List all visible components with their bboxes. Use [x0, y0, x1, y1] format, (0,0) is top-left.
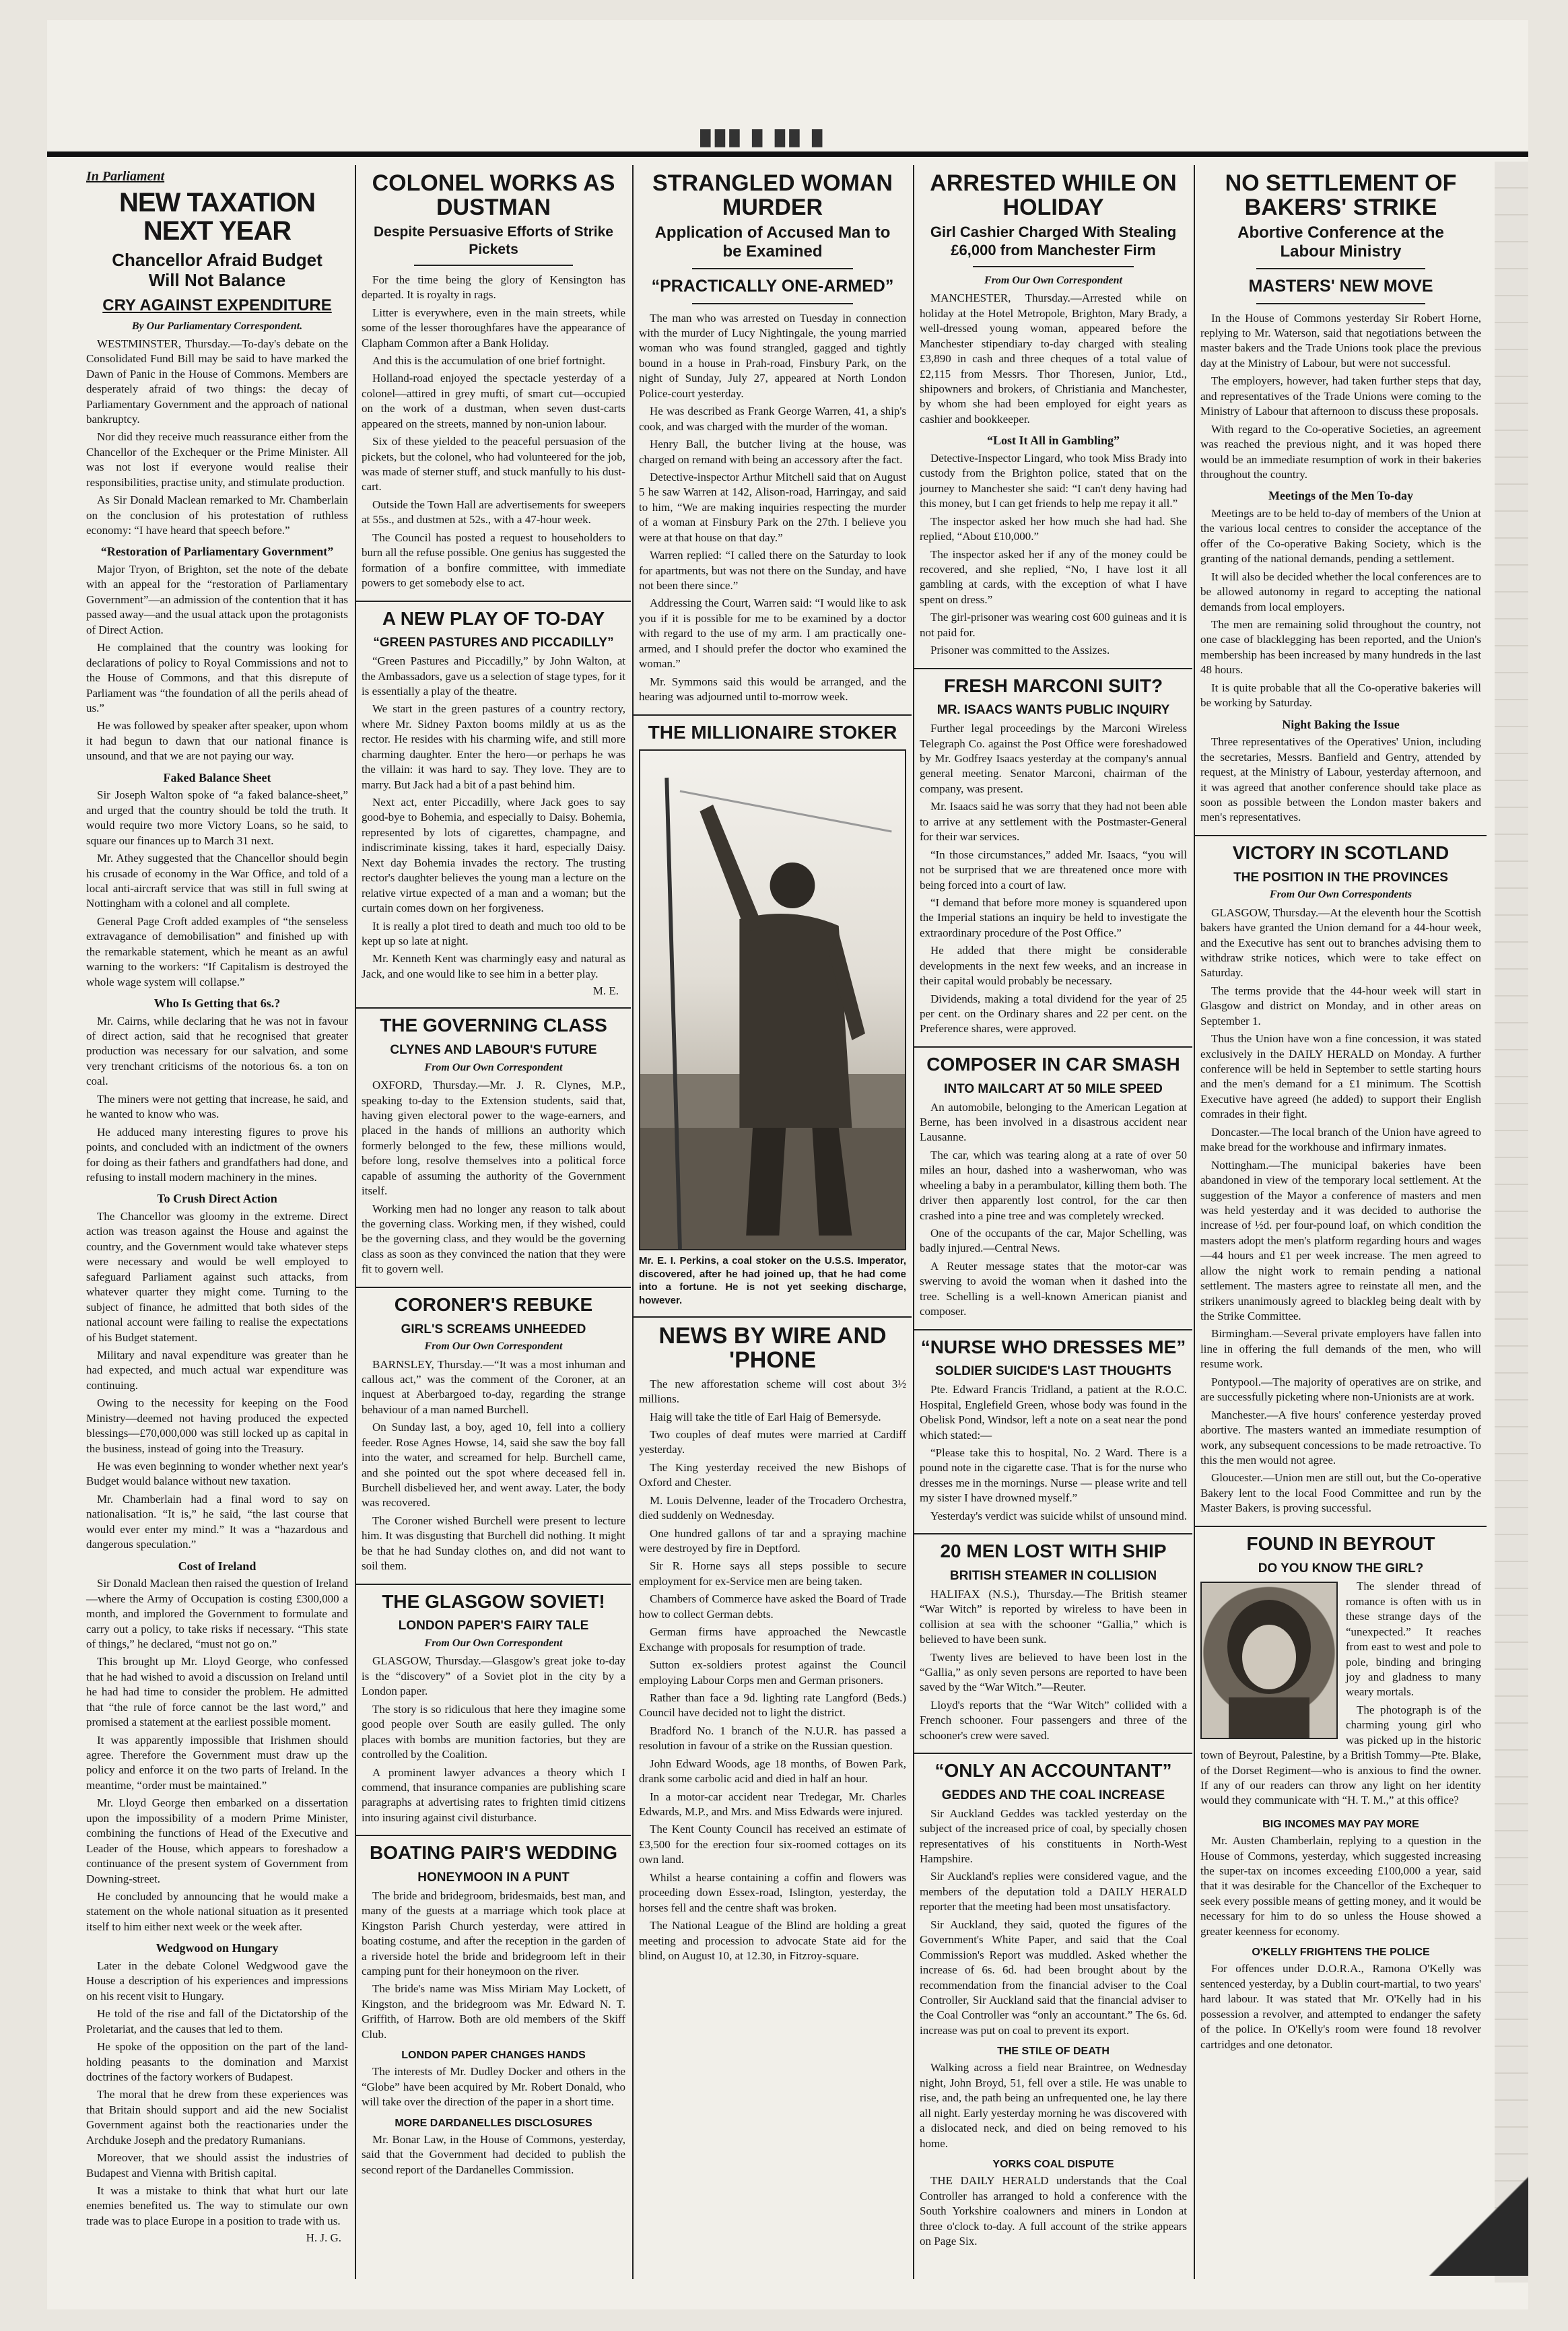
- correspondent-line: From Our Own Correspondents: [1269, 889, 1412, 901]
- subhead-expenditure: CRY AGAINST EXPENDITURE: [102, 296, 332, 314]
- news-item: In a motor-car accident near Tredegar, Mr. Charles Edwards, M.P., and Mrs. and Miss Edwards were injured.: [639, 1790, 906, 1819]
- article-paragraph: Sir Auckland Geddes was tackled yesterday on the subject of the increased price of coal, by specially chosen representatives of his constituents in North-West Hampshire.: [920, 1806, 1187, 1866]
- headline-colonel-dustman: COLONEL WORKS AS DUSTMAN: [372, 170, 615, 220]
- crosshead: To Crush Direct Action: [157, 1192, 277, 1206]
- divider: [914, 1533, 1192, 1534]
- crosshead: Who Is Getting that 6s.?: [154, 996, 281, 1011]
- crosshead: Night Baking the Issue: [1282, 717, 1400, 731]
- article-paragraph: Henry Ball, the butcher living at the house, was charged on remand with being an accessory after the fact.: [639, 438, 906, 466]
- article-paragraph: Pte. Edward Francis Tridland, a patient at the R.O.C. Hospital, Englefield Green, whose body was found in the Obelisk Pond, Windsor, left a note on a seat near the pond which stated:—: [920, 1383, 1187, 1442]
- article-paragraph: The bride's name was Miss Miriam May Lockett, of Kingston, and the bridegroom was Mr. Edward N. T. Griffith, of Harrow. Both are old members of the Skiff Club.: [362, 1982, 625, 2041]
- deck-girl-cashier: Girl Cashier Charged With Stealing £6,000 from Manchester Firm: [930, 224, 1177, 259]
- article-paragraph: Six of these yielded to the peaceful persuasion of the pickets, but the colonel, who had volunteered for the job, was made of sterner stuff, and stuck manfully to his dust-cart.: [362, 435, 625, 494]
- headline-new-play: A NEW PLAY OF TO-DAY: [382, 607, 605, 629]
- article-paragraph: Detective-Inspector Lingard, who took Miss Brady into custody from the Brighton police, stated that on the journey to Manchester she said: “I can't deny having had this money, but I can get friends to help me repay it all.”: [920, 451, 1187, 510]
- article-paragraph: He added that there might be considerable developments in the next few weeks, and an increase in their capital would probably be necessary.: [920, 944, 1187, 988]
- article-paragraph: General Page Croft added examples of “the senseless extravagance of demobilisation” and finished up with the remarkable statement, which he meant as an awful warning to the workers: “If Capitalism is destroyed the whole wage system will collapse.”: [86, 914, 348, 988]
- article-paragraph: Doncaster.—The local branch of the Union have agreed to make bread for the workhouse and infirmary inmates.: [1200, 1125, 1481, 1154]
- article-paragraph: The employers, however, had taken further steps that day, and representatives of the Trade Unions were coming to the Ministry of Labour that afternoon to discuss these proposals.: [1200, 374, 1481, 418]
- divider: [914, 1753, 1192, 1754]
- article-paragraph: OXFORD, Thursday.—Mr. J. R. Clynes, M.P., speaking to-day to the Extension students, said that, having given electoral power to the wage-earners, and placed in the hands of millions an authority which formerly belonged to the few, these millions would, before long, resolve themselves into a political force capable of assuming the authority of the Government itself.: [362, 1079, 625, 1198]
- stoker-figure-icon: [640, 751, 905, 1249]
- news-item: Bradford No. 1 branch of the N.U.R. has passed a resolution in favour of a strike on the Russian question.: [639, 1724, 906, 1753]
- subhead-know-girl: DO YOU KNOW THE GIRL?: [1258, 1561, 1424, 1576]
- article-paragraph: And this is the accumulation of one brief fortnight.: [372, 353, 606, 367]
- article-paragraph: Sir Joseph Walton spoke of “a faked balance-sheet,” and urged that the country should be told the truth. It would require two more Victory Loans, so he said, to square our finances up to March 31 next.: [86, 788, 348, 847]
- article-paragraph: Mr. Cairns, while declaring that he was not in favour of direct action, said that he recognised that greater production was necessary for our salvation, and some very trenchant criticisms of the notorious 6s. a ton on coal.: [86, 1014, 348, 1088]
- subhead-dardanelles: MORE DARDANELLES DISCLOSURES: [395, 2117, 592, 2129]
- crosshead: “Restoration of Parliamentary Government”: [100, 545, 334, 559]
- byline: By Our Parliamentary Correspondent.: [131, 320, 303, 332]
- article-paragraph: Next act, enter Piccadilly, where Jack goes to say good-bye to Bohemia, and especially to Daisy. Bohemia, represented by lots of cigarettes, champagne, and indiscriminate kissing, takes it hard, especially Daisy. Next day Bohemia invades the rectory. The trusting rector's daughter believes the young man a lecture on the relative virtue expected of a man and a woman; but the curtain comes down on her forgiveness.: [362, 796, 625, 915]
- article-paragraph: We start in the green pastures of a country rectory, where Mr. Sidney Paxton booms mildly at us as the rector. He resides with his charming wife, and still more charming daughter. Enter the hero—or perhaps he was the villain: it was hard to say. They love. They are to marry. But Jack had a bit of a past behind him.: [362, 702, 625, 791]
- divider: [914, 1046, 1192, 1048]
- news-item: Chambers of Commerce have asked the Board of Trade how to collect German debts.: [639, 1592, 906, 1621]
- headline-victory-scotland: VICTORY IN SCOTLAND: [1232, 842, 1450, 863]
- article-paragraph: He spoke of the opposition on the part of the land-holding peasants to the domination and Marxist doctrines of the factory workers of Budapest.: [86, 2040, 348, 2083]
- article-paragraph: The car, which was tearing along at a rate of over 50 miles an hour, dashed into a washerwoman, who was wheeling a baby in a perambulator, killing them both. The driver then apparently lost control, for the car then crashed into a pine tree and was completely wrecked.: [920, 1148, 1187, 1222]
- subhead-yorks: YORKS COAL DISPUTE: [992, 2159, 1114, 2171]
- photo-caption: Mr. E. I. Perkins, a coal stoker on the U.S.S. Imperator, discovered, after he had joined up, that he had come into a fortune. He is not yet seeking discharge, however.: [639, 1255, 906, 1306]
- article-paragraph: He concluded by announcing that he would make a statement on the whole national situation as it presented itself to him either next week or the week after.: [86, 1889, 348, 1933]
- article-paragraph: For the time being the glory of Kensington has departed. It is royalty in rags.: [362, 273, 625, 302]
- girl-portrait: [1200, 1582, 1338, 1739]
- divider: [973, 266, 1133, 267]
- portrait-figure-icon: [1202, 1583, 1336, 1738]
- news-item: One hundred gallons of tar and a spraying machine were destroyed by fire in Deptford.: [639, 1526, 906, 1555]
- article-paragraph: The inspector asked her if any of the money could be recovered, and she replied, “No, I have lost it all gambling at cards, with the exception of what I have spent on dress.”: [920, 547, 1187, 606]
- article-paragraph: The miners were not getting that increase, he said, and he wanted to know who was.: [86, 1092, 348, 1121]
- divider: [356, 1584, 631, 1585]
- headline-new-taxation: NEW TAXATION NEXT YEAR: [119, 188, 315, 246]
- deck-chancellor: Chancellor Afraid Budget Will Not Balance: [112, 250, 322, 290]
- deck-abortive-conference: Abortive Conference at the Labour Ministry: [1237, 224, 1444, 261]
- article-paragraph: He was followed by speaker after speaker, upon whom it had begun to dawn that our national finance is unsound, and that we are not paying our way.: [86, 719, 348, 763]
- article-paragraph: In the House of Commons yesterday Sir Robert Horne, replying to Mr. Waterson, said that negotiations between the master bakers and the Trade Unions took place the previous day at the Ministry of Labour, but were not successful.: [1200, 311, 1481, 370]
- article-paragraph: One of the occupants of the car, Major Schelling, was badly injured.—Central News.: [920, 1227, 1187, 1255]
- deck-pickets: Despite Persuasive Efforts of Strike Pickets: [374, 224, 613, 257]
- subhead-isaacs: MR. ISAACS WANTS PUBLIC INQUIRY: [936, 703, 1170, 718]
- article-paragraph: The bride and bridegroom, bridesmaids, best man, and many of the guests at a marriage which took place at Kingston Parish Church yesterday, were attired in boating costume, and after the reception in the garden of a riverside hotel the bride and bridegroom left in their camping punt for their honeymoon on the river.: [362, 1889, 625, 1978]
- correspondent-line: From Our Own Correspondent: [424, 1637, 563, 1650]
- news-item: Sir R. Horne says all steps possible to secure employment for ex-Service men are being taken.: [639, 1559, 906, 1588]
- headline-glasgow-soviet: THE GLASGOW SOVIET!: [382, 1590, 605, 1612]
- news-item: The new afforestation scheme will cost about 3½ millions.: [639, 1377, 906, 1406]
- article-paragraph: THE DAILY HERALD understands that the Coal Controller has arranged to hold a conference with the South Yorkshire coalowners and miners in London at three o'clock to-day. A full account of the strike appears on Page Six.: [920, 2174, 1187, 2248]
- stoker-photograph: [639, 749, 906, 1250]
- article-paragraph: Outside the Town Hall are advertisements for sweepers at 55s., and dustmen at 52s., with a 47-hour week.: [362, 498, 625, 527]
- article-paragraph: GLASGOW, Thursday.—At the eleventh hour the Scottish bakers have granted the Union demand for a 44-hour week, and the Executive has sent out to branches advising them to withdraw strike notices, which were to take effect on Saturday.: [1200, 906, 1481, 980]
- article-paragraph: Mr. Chamberlain had a final word to say on nationalisation. “It is,” he said, “the last course that would ever enter my mind.” It was a “hazardous and dangerous speculation.”: [86, 1492, 348, 1551]
- headline-news-by-wire: NEWS BY WIRE AND 'PHONE: [658, 1323, 887, 1373]
- article-paragraph: The Council has posted a request to householders to burn all the refuse possible. One genius has suggested the formation of a bonfire committee, with immediate powers to get somebody else to act.: [362, 531, 625, 590]
- divider: [1256, 303, 1425, 304]
- divider: [914, 1329, 1192, 1330]
- article-paragraph: Walking across a field near Braintree, on Wednesday night, John Broyd, 51, fell over a stile. He was unable to rise, and, the path being an unfrequented one, he lay there all night. Early yesterday morning he was discovered with a dislocated neck, and died on being removed to his home.: [920, 2061, 1187, 2150]
- article-paragraph: The slender thread of romance is often with us in these strange days of the “unexpected.” It reaches from east to west and pole to pole, binding and bringing joy and gladness to many weary mortals.: [1346, 1580, 1481, 1699]
- divider: [356, 601, 631, 602]
- article-paragraph: The terms provide that the 44-hour week will start in Glasgow and district on Monday, and in other areas on September 1.: [1200, 984, 1481, 1027]
- article-paragraph: WESTMINSTER, Thursday.—To-day's debate on the Consolidated Fund Bill may be said to have marked the Dawn of Panic in the House of Commons. Members are desperately afraid of two things: the decay of Parliamentary Government and the approach of national bankruptcy.: [86, 337, 348, 426]
- subhead-geddes: GEDDES AND THE COAL INCREASE: [941, 1788, 1165, 1802]
- masthead-fragment: ███ █ ██ █: [700, 129, 827, 146]
- article-paragraph: The men are remaining solid throughout the country, not one case of blacklegging has been reported, and the Union's membership has been increased by many hundreds in the last 48 hours.: [1200, 618, 1481, 677]
- correspondent-line: From Our Own Correspondent: [424, 1341, 563, 1353]
- article-paragraph: He complained that the country was looking for declarations of policy to Royal Commissions and not to the House of Commons, and that this disrepute of Parliament was “the foundation of all the perils ahead of us.”: [86, 641, 348, 714]
- article-paragraph: Mr. Isaacs said he was sorry that they had not been able to arrive at any settlement with the Postmaster-General for their war services.: [920, 800, 1187, 844]
- article-paragraph: An automobile, belonging to the American Legation at Berne, has been involved in a disastrous accident near Lausanne.: [920, 1100, 1187, 1144]
- article-paragraph: Sir Auckland's replies were considered vague, and the members of the deputation told a DAILY HERALD reporter that the meeting had been most unsatisfactory.: [920, 1870, 1187, 1914]
- article-paragraph: GLASGOW, Thursday.—Glasgow's great joke to-day is the “discovery” of a Soviet plot in the city by a London paper.: [362, 1654, 625, 1698]
- article-paragraph: Yesterday's verdict was suicide whilst of unsound mind.: [930, 1509, 1187, 1522]
- headline-strangled-woman: STRANGLED WOMAN MURDER: [652, 170, 893, 220]
- headline-millionaire-stoker: THE MILLIONAIRE STOKER: [648, 721, 897, 743]
- article-paragraph: The interests of Mr. Dudley Docker and others in the “Globe” have been acquired by Mr. Robert Donald, who will take over the direction of the paper in a short time.: [362, 2065, 625, 2109]
- article-paragraph: This brought up Mr. Lloyd George, who confessed that he had wished to avoid a discussion on Ireland until he had had time to consider the problem. He admitted that “the rule of force cannot be the last word,” and promised a statement at the earliest possible moment.: [86, 1655, 348, 1729]
- subhead-one-armed: “PRACTICALLY ONE-ARMED”: [651, 276, 894, 296]
- article-paragraph: It is really a plot tired to death and much too old to be kept up so late at night.: [362, 919, 625, 947]
- article-paragraph: BARNSLEY, Thursday.—“It was a most inhuman and callous act,” was the comment of the Coroner, at an inquest at Aberbargoed to-day, regarding the strange behaviour of a man named Burchell.: [362, 1357, 625, 1416]
- headline-marconi: FRESH MARCONI SUIT?: [943, 675, 1163, 696]
- article-paragraph: The man who was arrested on Tuesday in connection with the murder of Lucy Nightingale, the young married woman who was found strangled, gagged and tightly bound in a house in Prah-road, Finsbury Park, on the night of Sunday, July 27, appeared at North London Police-court yesterday.: [639, 311, 906, 400]
- article-paragraph: As Sir Donald Maclean remarked to Mr. Chamberlain on the conclusion of his protestation of ruthless economy: “I have heard that speech before.”: [86, 494, 348, 537]
- crosshead: Faked Balance Sheet: [163, 770, 271, 784]
- news-item: Whilst a hearse containing a coffin and flowers was proceeding down Essex-road, Islington, yesterday, the horses fell and the centre shaft was broken.: [639, 1870, 906, 1914]
- divider: [634, 714, 912, 716]
- article-paragraph: A prominent lawyer advances a theory which I commend, that insurance companies are publishing scare paragraphs at advertising rates to frighten timid citizens into insuring against civil disturbance.: [362, 1765, 625, 1824]
- signature: H. J. G.: [306, 2231, 341, 2245]
- article-paragraph: Mr. Athey suggested that the Chancellor should begin his crusade of economy in the War Office, and told of a local anti-aircraft service that was still in full swing at Nottingham with a colonel and all complete.: [86, 852, 348, 910]
- divider: [914, 668, 1192, 669]
- article-paragraph: “In those circumstances,” added Mr. Isaacs, “you will not be surprised that we are threatened once more with being forced into a court of law.: [920, 848, 1187, 891]
- article-paragraph: Major Tryon, of Brighton, set the note of the debate with an appeal for the “restoration of Parliamentary Government”—an admission of the contention that it has passed away—and the usual attack upon the protagonists of Direct Action.: [86, 563, 348, 636]
- article-paragraph: Mr. Symmons said this would be arranged, and the hearing was adjourned until to-morrow week.: [639, 675, 906, 704]
- column-2: [355, 165, 631, 2279]
- news-item: The Kent County Council has received an estimate of £3,500 for the erection four six-roomed cottages on its own land.: [639, 1823, 906, 1866]
- news-item: M. Louis Delvenne, leader of the Trocadero Orchestra, died suddenly on Wednesday.: [639, 1493, 906, 1522]
- article-paragraph: The Chancellor was gloomy in the extreme. Direct action was treason against the House and against the country, and the Government would take whatever steps were necessary and would be well employed to safeguard Parliament against such attacks, from whatever quarter they might come. Turning to the subject of finance, he admitted that both sides of the national account were failing to realise the expectations of his Budget statement.: [86, 1210, 348, 1344]
- article-paragraph: Later in the debate Colonel Wedgwood gave the House a description of his experiences and impressions on his recent visit to Hungary.: [86, 1959, 348, 2002]
- column-4: [913, 165, 1192, 2279]
- article-paragraph: Sir Donald Maclean then raised the question of Ireland—where the Army of Occupation is costing £300,000 a month, and implored the Government to formulate and carry out a policy, to take risks if necessary. “This state of things,” he declared, “must not go on.”: [86, 1577, 348, 1650]
- section-kicker: In Parliament: [86, 169, 165, 184]
- article-paragraph: He was described as Frank George Warren, 41, a ship's cook, and was charged with the murder of the woman.: [639, 405, 906, 433]
- article-paragraph: MANCHESTER, Thursday.—Arrested while on holiday at the Hotel Metropole, Brighton, Mary Brady, a well-dressed young woman, appeared before the Manchester stipendiary to-day charged with stealing £3,890 in cash and three cheques of a total value of £2,115 from Messrs. Thor Thoresen, Junior, Ltd., shipowners and brokers, of Christiania and Manchester, by whom she had been employed for eight years as cashier and bookkeeper.: [920, 292, 1187, 426]
- article-paragraph: Further legal proceedings by the Marconi Wireless Telegraph Co. against the Post Office were foreshadowed by Mr. Godfrey Isaacs yesterday at the company's annual general meeting. Senator Marconi, chairman of the company, was present.: [920, 722, 1187, 795]
- headline-accountant: “ONLY AN ACCOUNTANT”: [934, 1760, 1172, 1782]
- article-paragraph: Twenty lives are believed to have been lost in the “Gallia,” as only seven persons are reported to have been saved by the “War Witch.”—Reuter.: [920, 1650, 1187, 1694]
- subhead-paper-changes-hands: LONDON PAPER CHANGES HANDS: [401, 2050, 586, 2062]
- headline-boating-wedding: BOATING PAIR'S WEDDING: [369, 1842, 618, 1864]
- article-paragraph: Litter is everywhere, even in the main streets, while some of the lesser thoroughfares have the appearance of Clapham Common after a Bank Holiday.: [362, 306, 625, 349]
- divider: [356, 1835, 631, 1836]
- article-paragraph: The inspector asked her how much she had had. She replied, “About £10,000.”: [920, 514, 1187, 543]
- divider: [1195, 1526, 1487, 1527]
- subhead-masters-move: MASTERS' NEW MOVE: [1248, 276, 1433, 296]
- article-paragraph: It will also be decided whether the local conferences are to be allowed autonomy in regard to accepting the national demands from local employers.: [1200, 570, 1481, 613]
- crosshead: Wedgwood on Hungary: [156, 1941, 279, 1955]
- subhead-stile: THE STILE OF DEATH: [997, 2046, 1110, 2058]
- divider: [692, 268, 852, 269]
- article-paragraph: Birmingham.—Several private employers have fallen into line in offering the full demands of the men, who will resume work.: [1200, 1327, 1481, 1371]
- article-paragraph: It is quite probable that all the Co-operative bakeries will be working by Saturday.: [1200, 681, 1481, 710]
- article-paragraph: Three representatives of the Operatives' Union, including the secretaries, Messrs. Banfield and Gentry, attended by request, at the Ministry of Labour, yesterday afternoon, and it was agreed that another conference should take place as soon as possible between the London master bakers and men's representatives.: [1200, 735, 1481, 824]
- article-paragraph: Working men had no longer any reason to talk about the governing class. Working men, if they wished, could be the governing class, and they would be the governing class as soon as they convinced the nation that they were fit to govern well.: [362, 1202, 625, 1276]
- divider: [1256, 268, 1425, 269]
- headline-found-beyrout: FOUND IN BEYROUT: [1246, 1532, 1435, 1554]
- headline-composer-smash: COMPOSER IN CAR SMASH: [926, 1053, 1180, 1075]
- article-paragraph: Addressing the Court, Warren said: “I would like to ask you if it is possible for me to be examined by a doctor with regard to the use of my arm. I am practically one-armed, and I should prefer the doctor who examined the woman.”: [639, 597, 906, 671]
- news-item: The King yesterday received the new Bishops of Oxford and Chester.: [639, 1460, 906, 1489]
- news-item: Two couples of deaf mutes were married at Cardiff yesterday.: [639, 1427, 906, 1456]
- article-paragraph: Warren replied: “I called there on the Saturday to look for apartments, but was not there on the Sunday, and have not been there since.”: [639, 549, 906, 592]
- article-paragraph: Sir Auckland, they said, quoted the figures of the Government's White Paper, and said that the Coal Commission's Report was muddled. Asked whether the increase of 6s. 6d. had been brought about by the recommendation from the financial adviser to the Coal Controller, Sir Auckland said that the financial adviser to the Coal Controller was “only an accountant.” The 6s. 6d. increase was put on coal to prevent its export.: [920, 1918, 1187, 2037]
- headline-men-lost-ship: 20 MEN LOST WITH SHIP: [940, 1541, 1167, 1562]
- article-paragraph: Dividends, making a total dividend for the year of 25 per cent. on the Ordinary shares and 22 per cent. on the Preference shares, were approved.: [920, 992, 1187, 1036]
- divider: [356, 1007, 631, 1009]
- news-item: The National League of the Blind are holding a great meeting and procession to advocate State aid for the blind, on August 10, at 12.30, in Fitzroy-square.: [639, 1919, 906, 1962]
- subhead-okelly: O'KELLY FRIGHTENS THE POLICE: [1252, 1947, 1430, 1959]
- crosshead: Meetings of the Men To-day: [1268, 489, 1413, 503]
- subhead-provinces: THE POSITION IN THE PROVINCES: [1233, 870, 1448, 885]
- article-paragraph: Mr. Austen Chamberlain, replying to a question in the House of Commons, yesterday, which suggested increasing the super-tax on incomes exceeding £100,000 a year, said that it was desirable for the Chancellor of the Exchequer to seek every possible means of getting money, and it would be necessary for him to do so unless the House showed a greater keenness for economy.: [1200, 1834, 1481, 1938]
- article-paragraph: Mr. Bonar Law, in the House of Commons, yesterday, said that the Government had decided to publish the second report of the Dardanelles Commission.: [362, 2132, 625, 2176]
- article-paragraph: The Coroner wished Burchell were present to lecture him. It was disgusting that Burchell did nothing. It might be that he had Sunday clothes on, and did not want to soil them.: [362, 1514, 625, 1573]
- news-item: Rather than face a 9d. lighting rate Langford (Beds.) Council have decided not to light the district.: [639, 1691, 906, 1720]
- article-paragraph: Mr. Lloyd George then embarked on a dissertation upon the impossibility of a modern Prime Minister, combining the functions of Head of the Executive and Leader of the House, which appears to foreshadow a continuance of the present system of Government from Downing-street.: [86, 1796, 348, 1885]
- article-paragraph: Holland-road enjoyed the spectacle yesterday of a colonel—attired in grey mufti, of smart cut—occupied on the work of a dustman, when seven dust-carts appeared on the streets, manned by non-union labour.: [362, 372, 625, 430]
- article-paragraph: Military and naval expenditure was greater than he had expected, and much actual war expenditure was continuing.: [86, 1348, 348, 1392]
- subhead-fairy-tale: LONDON PAPER'S FAIRY TALE: [398, 1619, 589, 1633]
- article-paragraph: The moral that he drew from these experiences was that Britain should support and aid the new Socialist Government against both the reactionaries under the Archduke Joseph and the predatory Rumanians.: [86, 2088, 348, 2147]
- divider: [414, 265, 572, 266]
- headline-bakers-strike: NO SETTLEMENT OF BAKERS' STRIKE: [1225, 170, 1457, 220]
- subhead-clynes: CLYNES AND LABOUR'S FUTURE: [390, 1043, 597, 1058]
- subhead-soldier-suicide: SOLDIER SUICIDE'S LAST THOUGHTS: [935, 1364, 1171, 1379]
- column-1: [81, 165, 353, 2279]
- correspondent-line: From Our Own Correspondent: [424, 1061, 563, 1073]
- article-paragraph: Detective-inspector Arthur Mitchell said that on August 5 he saw Warren at 142, Alison-road, Harringay, and said to him, “We are making inquiries respecting the murder of a woman at Finsbury Park on the 27th. I believe you were at that house on that day.”: [639, 470, 906, 544]
- divider: [1195, 835, 1487, 836]
- article-paragraph: Thus the Union have won a fine concession, it was stated exclusively in the DAILY HERALD on Monday. A further conference will be held in September to settle starting hours and the men's demand for a £1 minimum. The Scottish Executive have agreed (he added) to support their English comrades in their fight.: [1200, 1032, 1481, 1121]
- article-paragraph: “I demand that before more money is squandered upon the Imperial stations an inquiry be held to investigate the extraordinary procedure of the Post Office.”: [920, 896, 1187, 939]
- subhead-collision: BRITISH STEAMER IN COLLISION: [949, 1568, 1157, 1583]
- crosshead: “Lost It All in Gambling”: [986, 434, 1120, 448]
- crosshead: Cost of Ireland: [178, 1559, 257, 1573]
- article-paragraph: Nottingham.—The municipal bakeries have been abandoned in view of the temporary local settlement. At the suggestion of the Mayor a conference of masters and men was held yesterday and it was decided to authorise the increase of ½d. per four-pound loaf, on which condition the masters adopt the men's platform regarding hours and wages—44 hours and £1 per week increase. The men agreed to allow the night work to remain pending a national settlement. The masters agree to reinstate all men, and the strikers unanimously agreed to blackleg being dealt with by the Strike Committee.: [1200, 1158, 1481, 1323]
- column-5: [1194, 165, 1487, 2279]
- signature: M. E.: [592, 984, 619, 998]
- subhead-mailcart: INTO MAILCART AT 50 MILE SPEED: [944, 1081, 1163, 1096]
- article-paragraph: The story is so ridiculous that here they imagine some good people over South are easily gulled. The only places with bombs are munition factories, but they are controlled by the Coalition.: [362, 1702, 625, 1761]
- article-paragraph: Manchester.—A five hours' conference yesterday proved abortive. The masters wanted an immediate resumption of work, any subsequent concessions to be made retroactive. To this the men would not agree.: [1200, 1408, 1481, 1466]
- article-paragraph: Prisoner was committed to the Assizes.: [930, 644, 1110, 657]
- article-paragraph: Mr. Kenneth Kent was charmingly easy and natural as Jack, and one would like to see him in a better play.: [362, 952, 625, 980]
- divider: [634, 1316, 912, 1318]
- article-paragraph: Lloyd's reports that the “War Witch” collided with a French schooner. Four passengers and three of the schooner's crew were saved.: [920, 1698, 1187, 1742]
- article-paragraph: HALIFAX (N.S.), Thursday.—The British steamer “War Witch” is reported by wireless to have been in collision at sea with the schooner “Gallia,” which is believed to have been sunk.: [920, 1587, 1187, 1646]
- article-paragraph: Nor did they receive much reassurance either from the Chancellor of the Exchequer or the Prime Minister. All was not lost if everyone would realise their responsibilities, practise unity, and stimulate production.: [86, 430, 348, 489]
- article-paragraph: He was even beginning to wonder whether next year's Budget would balance without new taxation.: [86, 1460, 348, 1488]
- headline-nurse: “NURSE WHO DRESSES ME”: [920, 1336, 1186, 1357]
- article-paragraph: It was apparently impossible that Irishmen should agree. Therefore the Government must draw up the policy and enforce it on the two parts of Ireland. In the meantime, “order must be maintained.”: [86, 1733, 348, 1792]
- article-paragraph: Pontypool.—The majority of operatives are on strike, and are successfully picketing where non-Unionists are at work.: [1200, 1375, 1481, 1404]
- article-paragraph: For offences under D.O.R.A., Ramona O'Kelly was sentenced yesterday, by a Dublin court-martial, to two years' hard labour. It was stated that Mr. O'Kelly had in his possession a revolver, and attempted to endanger the safety of the police. In O'Kelly's room were found 18 revolver cartridges and one detonator.: [1200, 1962, 1481, 2051]
- divider: [356, 1287, 631, 1288]
- article-paragraph: Moreover, that we should assist the industries of Budapest and Vienna with British capital.: [86, 2151, 348, 2180]
- article-paragraph: “Please take this to hospital, No. 2 Ward. There is a pound note in the cigarette case. That is for the nurse who dresses me in the mornings. Nurse — please write and tell my sister I have drowned myself.”: [920, 1446, 1187, 1505]
- column-3: [632, 165, 912, 2279]
- news-item: German firms have approached the Newcastle Exchange with proposals for resumption of trade.: [639, 1625, 906, 1654]
- divider: [692, 303, 852, 304]
- subhead-green-pastures: “GREEN PASTURES AND PICCADILLY”: [373, 636, 614, 650]
- subhead-girls-screams: GIRL'S SCREAMS UNHEEDED: [401, 1322, 586, 1337]
- news-item: Sutton ex-soldiers protest against the Council employing Labour Corps men and German prisoners.: [639, 1658, 906, 1687]
- article-paragraph: With regard to the Co-operative Societies, an agreement was reached the previous night, and it was hoped there would be an immediate resumption of work in their bakeries throughout the country.: [1200, 422, 1481, 481]
- torn-corner: [1427, 2155, 1528, 2276]
- article-paragraph: The girl-prisoner was wearing cost 600 guineas and it is not paid for.: [920, 611, 1187, 639]
- subhead-big-incomes: BIG INCOMES MAY PAY MORE: [1262, 1818, 1419, 1830]
- news-item: John Edward Woods, age 18 months, of Bowen Park, drank some carbolic acid and died in half an hour.: [639, 1757, 906, 1786]
- article-paragraph: It was a mistake to think that what hurt our late enemies benefited us. The way to stimulate our own trade was to place Europe in a position to trade with us.: [86, 2184, 348, 2227]
- headline-coroners-rebuke: CORONER'S REBUKE: [394, 1293, 593, 1315]
- article-paragraph: Owing to the necessity for keeping on the Food Ministry—deemed not having produced the expected blessings—£70,000,000 was still locked up as capital in the business, instead of going into the Treasury.: [86, 1396, 348, 1455]
- news-item: Haig will take the title of Earl Haig of Bemersyde.: [650, 1410, 881, 1423]
- article-paragraph: Gloucester.—Union men are still out, but the Co-operative Bakery lent to the local Food Committee and run by the Master Bakers, is proving successful.: [1200, 1471, 1481, 1515]
- top-rule: [47, 151, 1528, 157]
- subhead-honeymoon: HONEYMOON IN A PUNT: [417, 1870, 570, 1885]
- article-paragraph: “Green Pastures and Piccadilly,” by John Walton, at the Ambassadors, gave us a selection of stage types, for it is essentially a play of the theatre.: [362, 654, 625, 698]
- article-paragraph: A Reuter message states that the motor-car was swerving to avoid the woman when it dashed into the tree. Schelling is a well-known American pianist and composer.: [920, 1259, 1187, 1318]
- deck-accused-man: Application of Accused Man to be Examined: [654, 224, 891, 261]
- article-paragraph: The photograph is of the charming young girl who was picked up in the historic town of Beyrout, Palestine, by a British Tommy—Pte. Blake, of the Dorset Regiment—who is anxious to find the owner. If any of our readers can throw any light on her identity would they communicate with “H. T. M.,” at this office?: [1200, 1703, 1481, 1807]
- article-paragraph: On Sunday last, a boy, aged 10, fell into a colliery feeder. Rose Agnes Howse, 14, said she saw the boy fall into the water, and screamed for help. Burchell came, and she pointed out the spot where deceased fell in. Burchell disbelieved her, and went away. Later, the body was recovered.: [362, 1421, 625, 1510]
- headline-governing-class: THE GOVERNING CLASS: [380, 1015, 607, 1036]
- article-paragraph: He adduced many interesting figures to prove his points, and concluded with an indictment of the owners for doing as their fathers and grandfathers had done, and refusing to install modern machinery in the mines.: [86, 1125, 348, 1184]
- correspondent-line: From Our Own Correspondent: [984, 275, 1122, 287]
- article-paragraph: Meetings are to be held to-day of members of the Union at the various local centres to consider the acceptance of the offer of the Co-operative Baking Society, which is the granting of the national demands, pending a settlement.: [1200, 506, 1481, 566]
- page-edge: [1495, 162, 1528, 2283]
- headline-arrested-holiday: ARRESTED WHILE ON HOLIDAY: [930, 170, 1177, 220]
- article-paragraph: He told of the rise and fall of the Dictatorship of the Proletariat, and the causes that led to them.: [86, 2007, 348, 2035]
